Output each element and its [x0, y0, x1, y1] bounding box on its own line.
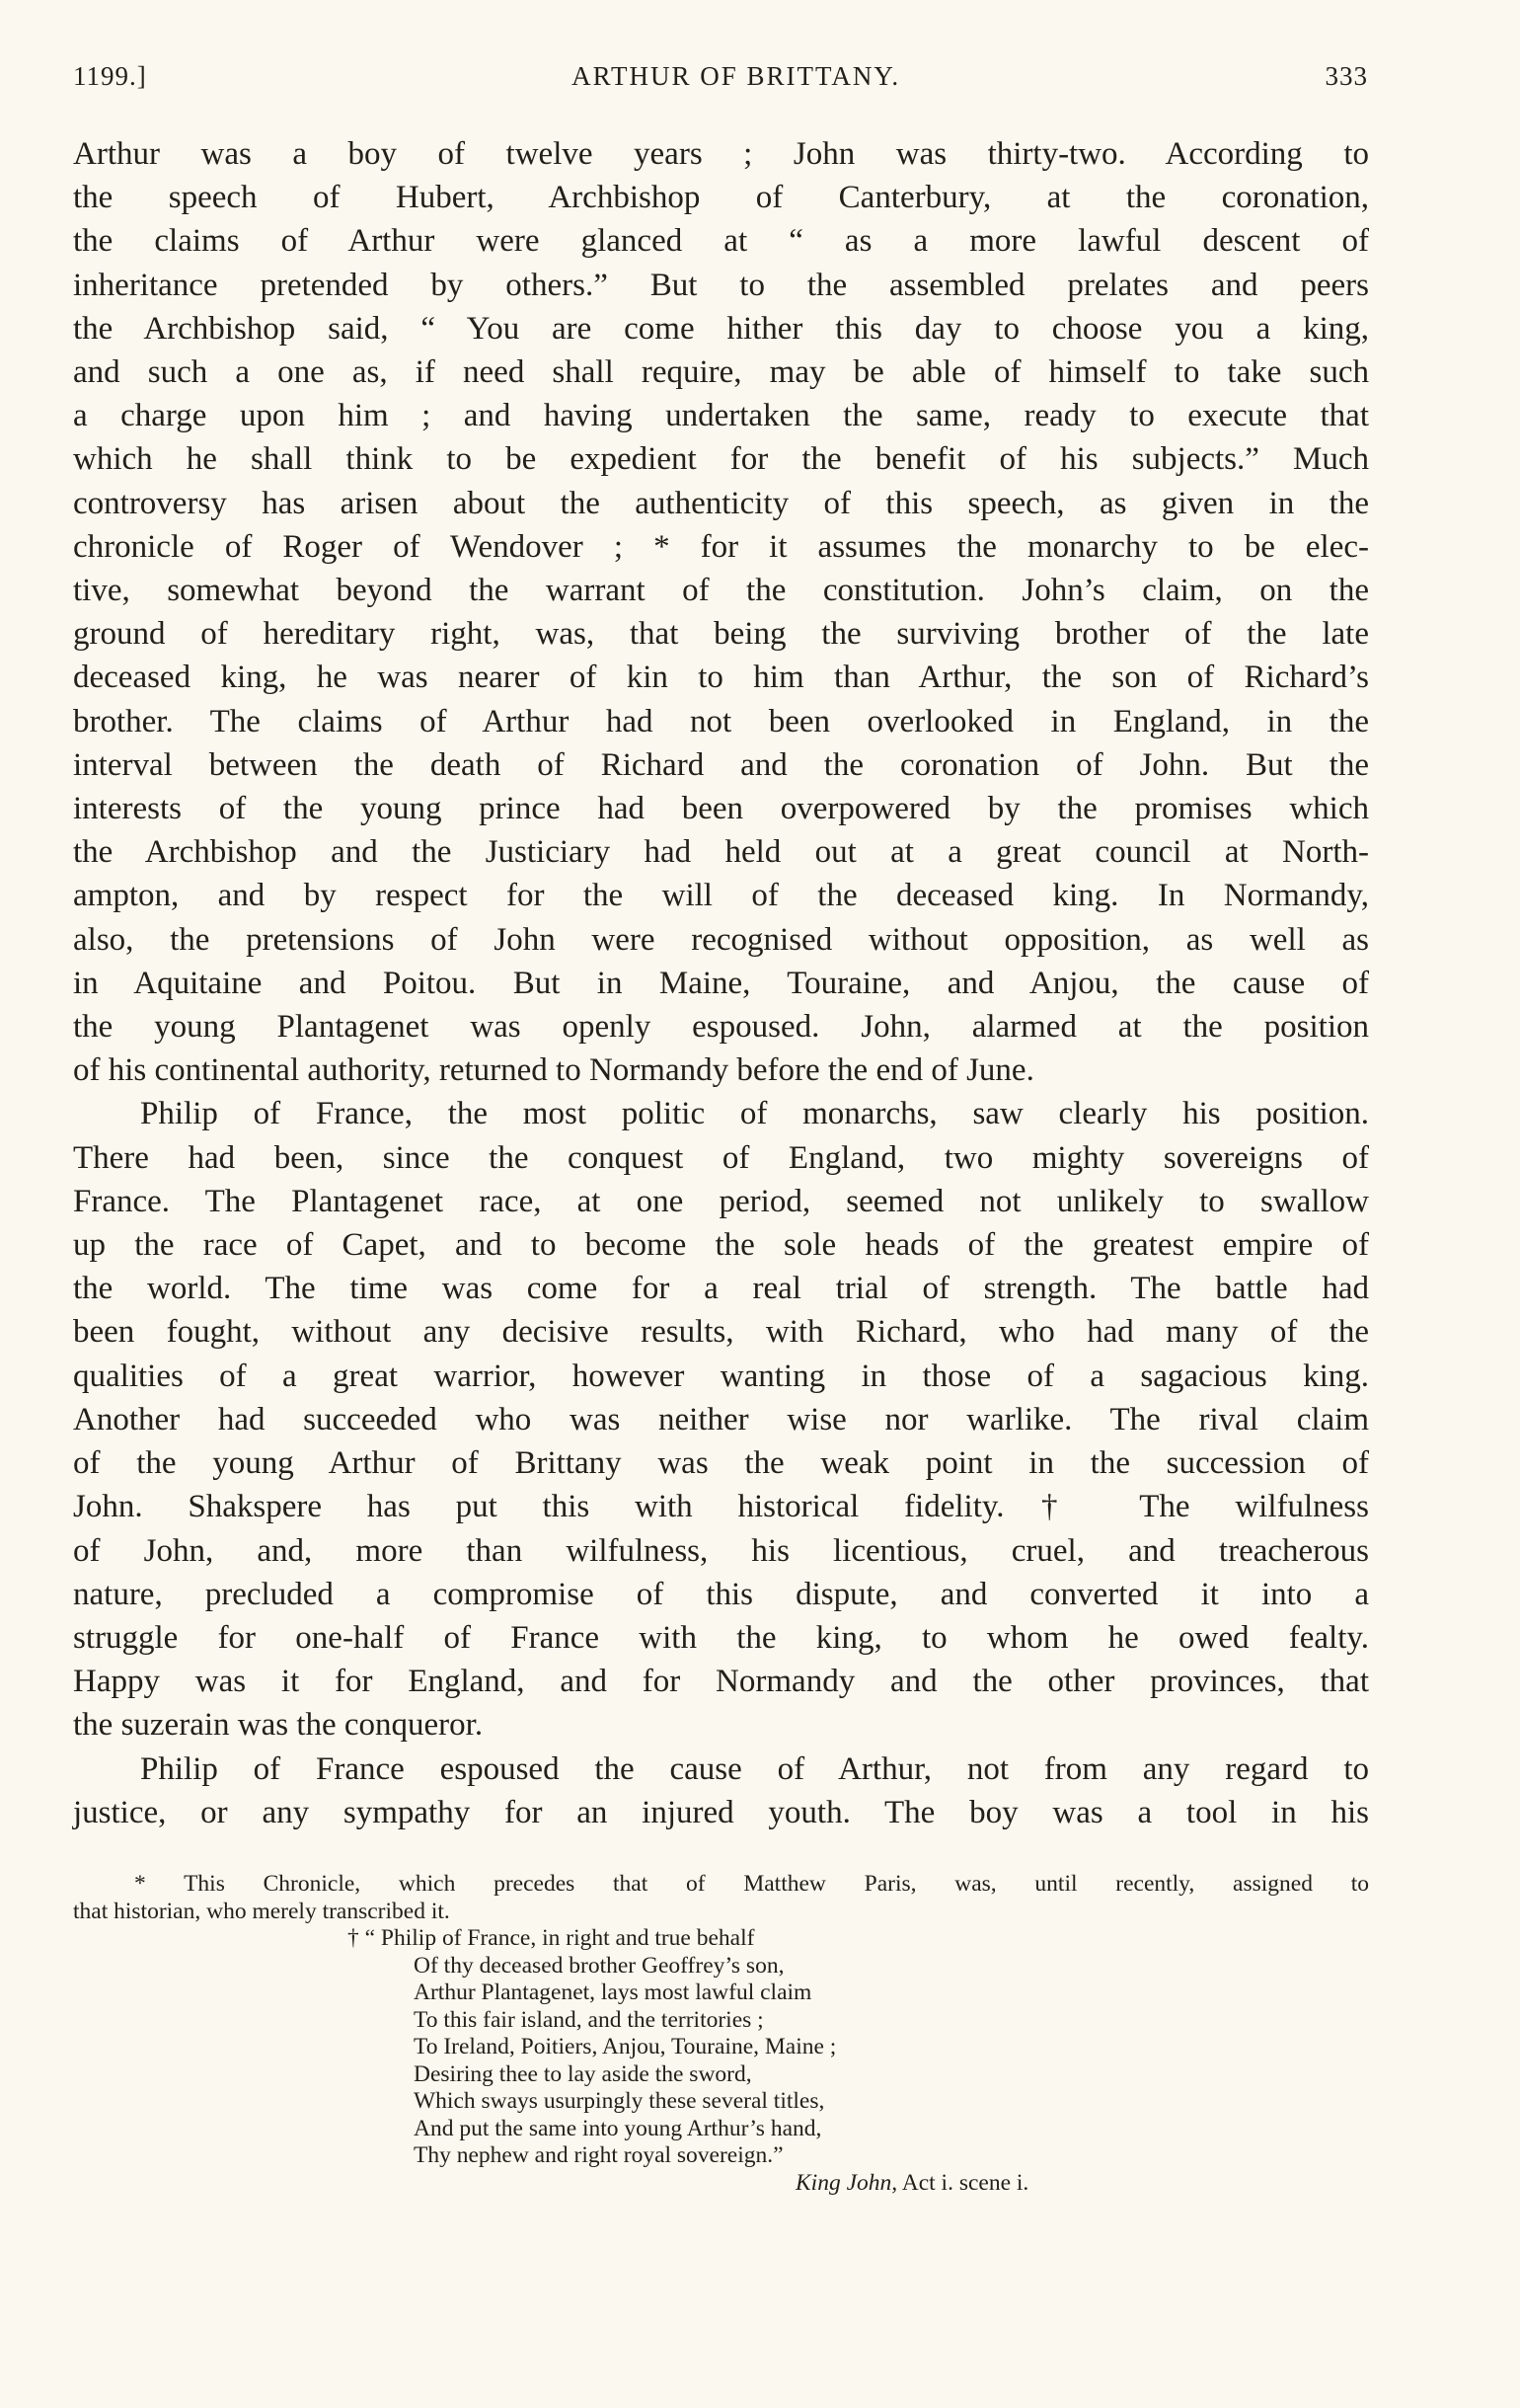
text-line: of John, and, more than wilfulness, his licentious, cruel, and treacherous	[73, 1532, 1369, 1569]
citation-work: King John,	[796, 2169, 898, 2196]
text-line: the young Plantagenet was openly espoused. John, alarmed at the position	[73, 1009, 1369, 1046]
text-line: of his continental authority, returned to Normandy before the end of June.	[73, 1052, 1034, 1089]
text-line: and such a one as, if need shall require, may be able of himself to take such	[73, 354, 1369, 391]
header-year: 1199.]	[73, 61, 147, 91]
text-line: which he shall think to be expedient for the benefit of his subjects.” Much	[73, 441, 1369, 478]
verse-line: Which sways usurpingly these several titles,	[414, 2088, 825, 2114]
text-line: justice, or any sympathy for an injured youth. The boy was a tool in his	[73, 1794, 1369, 1830]
text-line: inheritance pretended by others.” But to the assembled prelates and peers	[73, 267, 1369, 303]
text-line: interval between the death of Richard and the coronation of John. But the	[73, 746, 1369, 783]
text-line: interests of the young prince had been overpowered by the promises which	[73, 791, 1369, 827]
text-line: controversy has arisen about the authenticity of this speech, as given in the	[73, 485, 1369, 521]
footnote-line: * This Chronicle, which precedes that of Matthew Paris, was, until recently, assigned to	[134, 1871, 1369, 1897]
header-title: ARTHUR OF BRITTANY.	[571, 61, 901, 91]
verse-citation	[73, 2170, 1369, 2198]
text-line: chronicle of Roger of Wendover ; * for it assumes the monarchy to be elec-	[73, 528, 1369, 565]
verse-line: Thy nephew and right royal sovereign.”	[414, 2142, 784, 2168]
text-line: Another had succeeded who was neither wise nor warlike. The rival claim	[73, 1401, 1369, 1437]
footnote-line: that historian, who merely transcribed it.	[73, 1898, 450, 1924]
verse-line: To this fair island, and the territories ;	[414, 2006, 764, 2033]
text-line: struggle for one-half of France with the king, to whom he owed fealty.	[73, 1619, 1369, 1656]
verse-line: To Ireland, Poitiers, Anjou, Touraine, Maine ;	[414, 2034, 837, 2059]
text-line: the Archbishop said, “ You are come hither this day to choose you a king,	[73, 310, 1369, 347]
text-line: ground of hereditary right, was, that being the surviving brother of the late	[73, 616, 1369, 653]
text-line: qualities of a great warrior, however wanting in those of a sagacious king.	[73, 1358, 1369, 1394]
text-line: Happy was it for England, and for Normandy and the other provinces, that	[73, 1664, 1369, 1700]
citation-reference: Act i. scene i.	[901, 2169, 1029, 2196]
text-line: brother. The claims of Arthur had not been overlooked in England, in the	[73, 703, 1369, 739]
text-line: tive, somewhat beyond the warrant of the constitution. John’s claim, on the	[73, 573, 1369, 609]
text-line: the speech of Hubert, Archbishop of Canterbury, at the coronation,	[73, 180, 1369, 216]
text-line: deceased king, he was nearer of kin to him than Arthur, the son of Richard’s	[73, 660, 1369, 696]
text-line: the suzerain was the conqueror.	[73, 1707, 484, 1744]
text-line: a charge upon him ; and having undertaken the same, ready to execute that	[73, 398, 1369, 434]
text-line: up the race of Capet, and to become the sole heads of the greatest empire of	[73, 1227, 1369, 1264]
text-line: the Archbishop and the Justiciary had held out at a great council at North-	[73, 834, 1369, 871]
verse-line: Arthur Plantagenet, lays most lawful claim	[414, 1980, 812, 2005]
text-line: There had been, since the conquest of England, two mighty sovereigns of	[73, 1139, 1369, 1176]
text-line: the world. The time was come for a real trial of strength. The battle had	[73, 1271, 1369, 1307]
text-line: John. Shakspere has put this with historical fidelity.† The wilfulness	[73, 1489, 1369, 1525]
text-line: of the young Arthur of Brittany was the weak point in the succession of	[73, 1445, 1369, 1482]
text-line: also, the pretensions of John were recognised without opposition, as well as	[73, 921, 1369, 958]
body-text	[73, 132, 1369, 1834]
text-line: nature, precluded a compromise of this dispute, and converted it into a	[73, 1576, 1369, 1612]
verse-line: Of thy deceased brother Geoffrey’s son,	[414, 1952, 785, 1979]
text-line: in Aquitaine and Poitou. But in Maine, Touraine, and Anjou, the cause of	[73, 965, 1369, 1001]
text-line: Philip of France espoused the cause of Arthur, not from any regard to	[140, 1750, 1369, 1787]
text-line: the claims of Arthur were glanced at “ as a more lawful descent of	[73, 223, 1369, 260]
verse-line: And put the same into young Arthur’s hand,	[414, 2115, 822, 2141]
verse-line: Desiring thee to lay aside the sword,	[414, 2060, 752, 2087]
text-line: been fought, without any decisive results, with Richard, who had many of the	[73, 1314, 1369, 1351]
footnotes	[73, 1871, 1369, 2197]
text-line: ampton, and by respect for the will of the deceased king. In Normandy,	[73, 878, 1369, 914]
page-number: 333	[1325, 61, 1368, 91]
text-line: France. The Plantagenet race, at one period, seemed not unlikely to swallow	[73, 1183, 1369, 1219]
running-header	[73, 61, 1368, 92]
verse-line: † “ Philip of France, in right and true behalf	[347, 1925, 755, 1951]
text-line: Arthur was a boy of twelve years ; John was thirty-two. According to	[73, 136, 1369, 172]
text-line: Philip of France, the most politic of monarchs, saw clearly his position.	[140, 1096, 1369, 1132]
